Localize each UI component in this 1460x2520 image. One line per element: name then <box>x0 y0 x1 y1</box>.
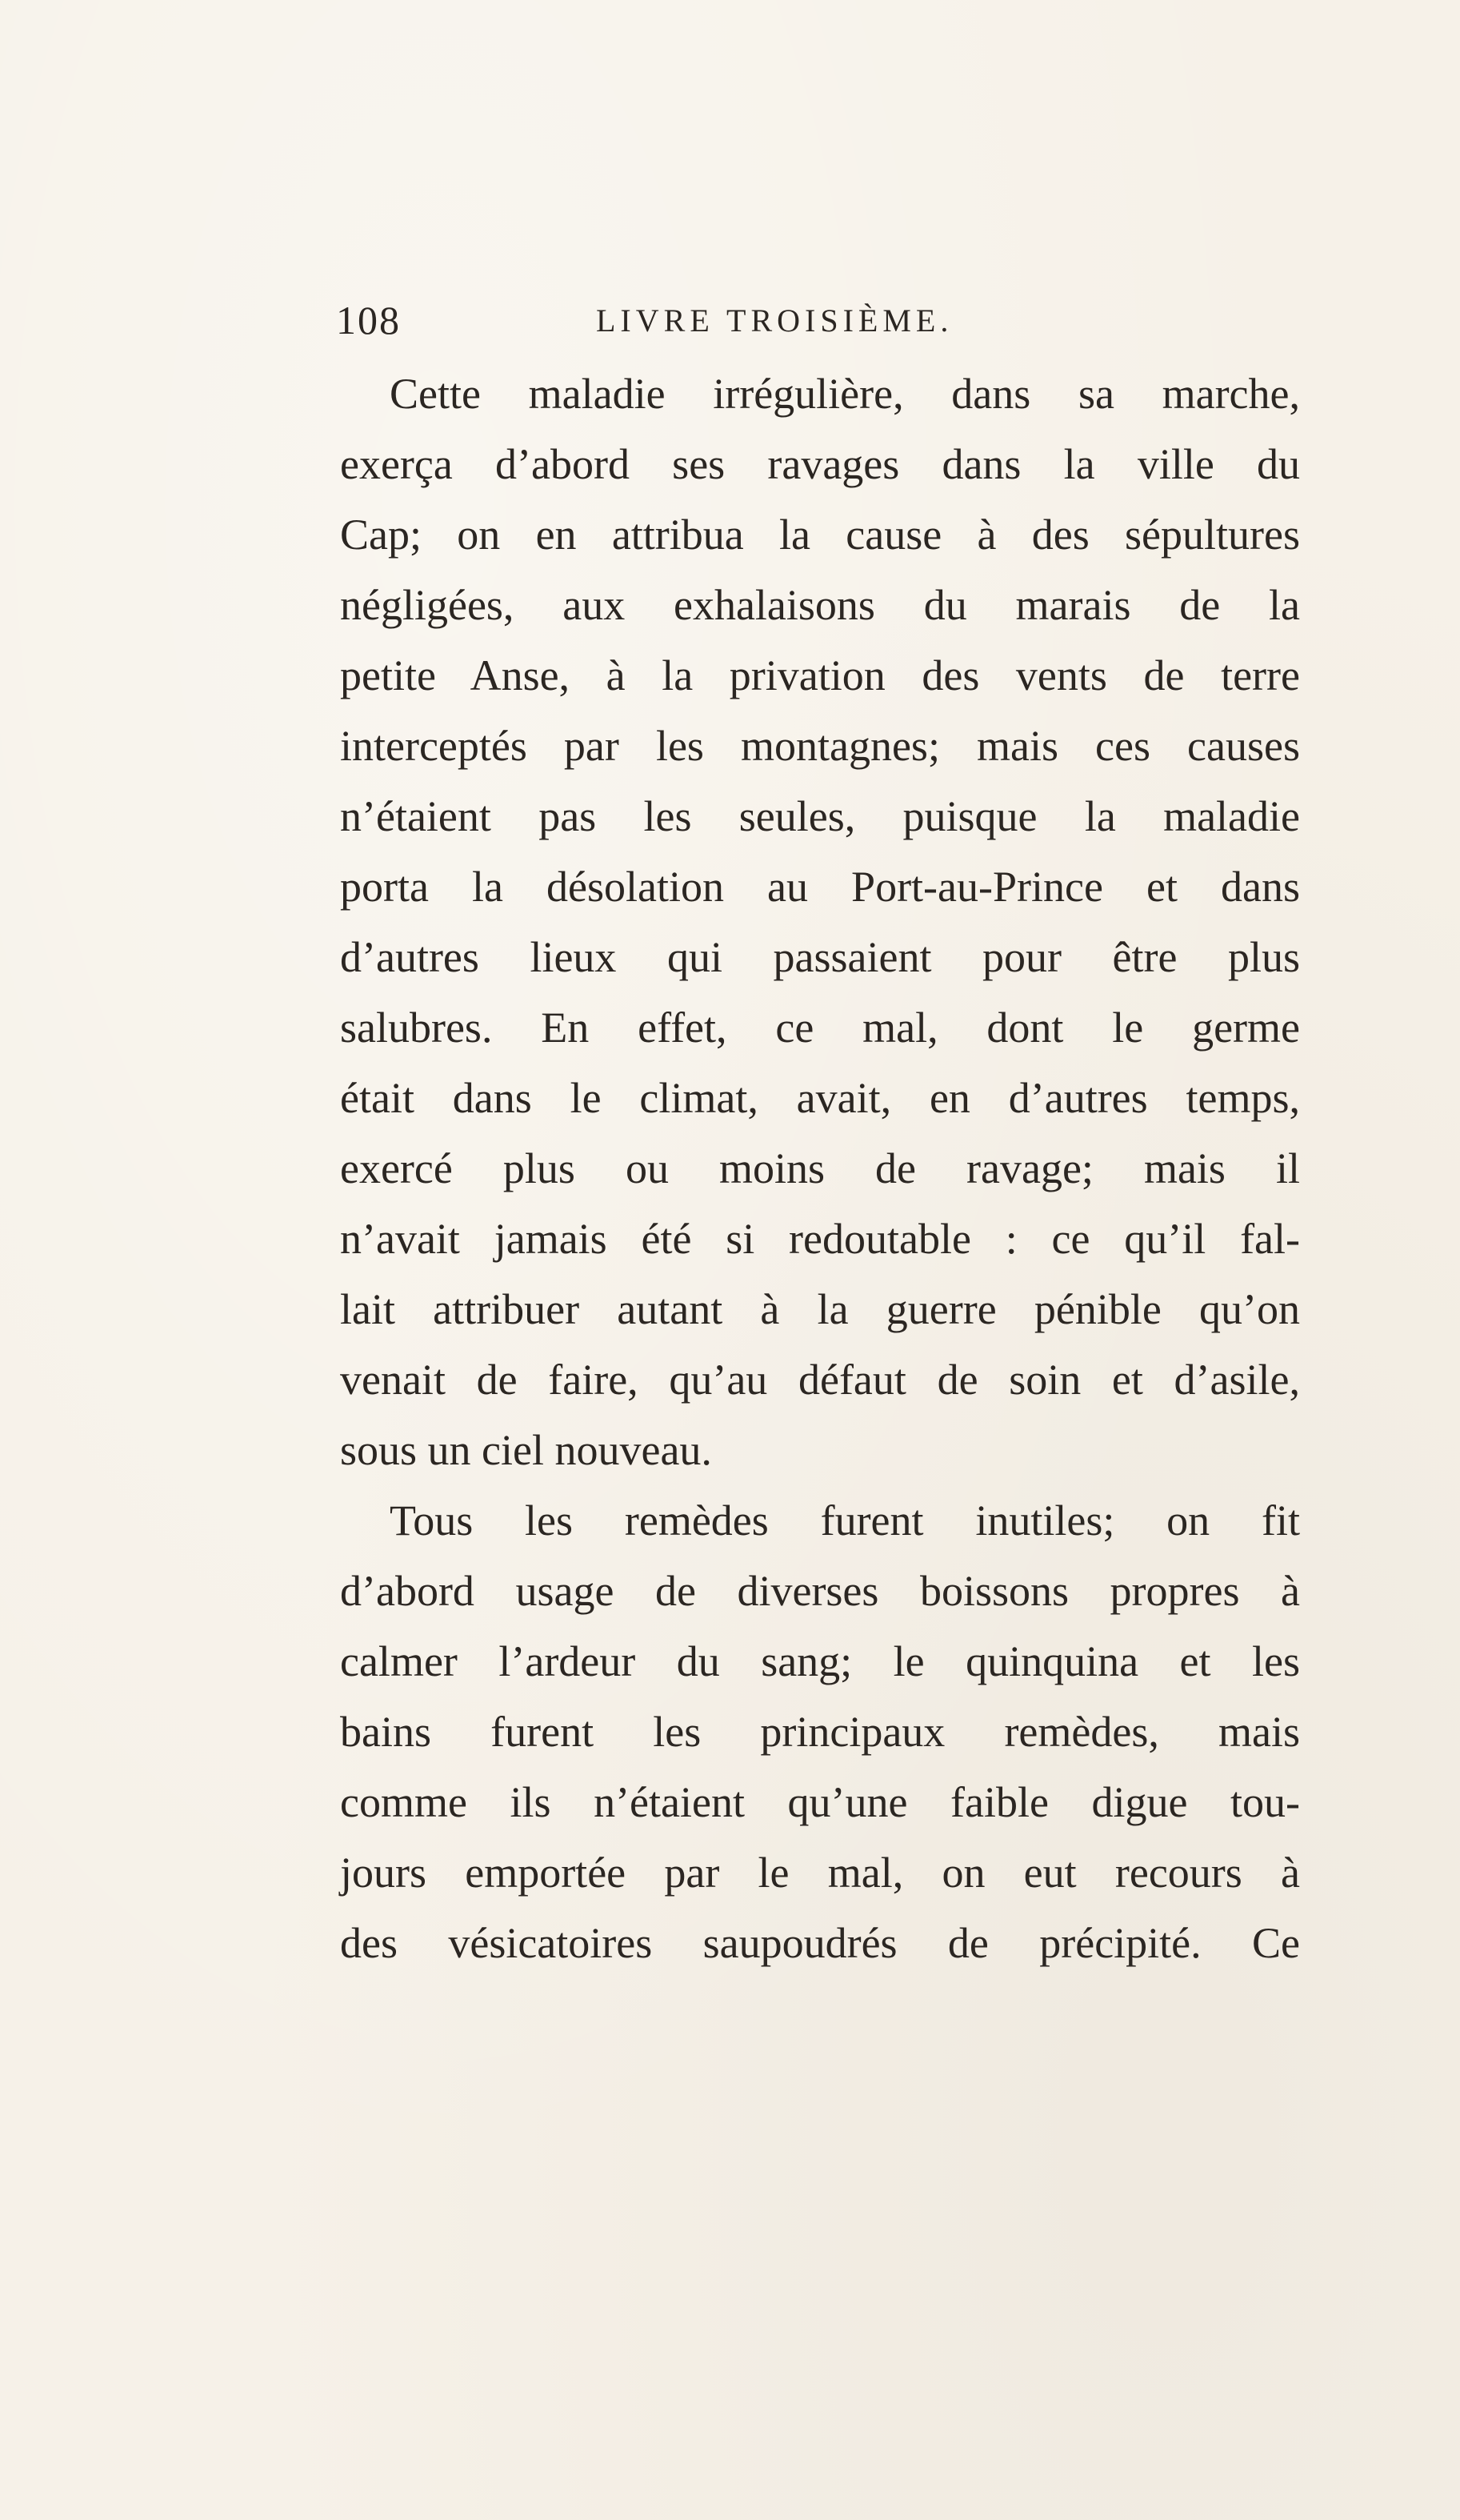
text-line: calmer l’ardeur du sang; le quinquina et les <box>340 1637 1300 1685</box>
paragraph <box>340 359 1300 1485</box>
text-line: jours emportée par le mal, on eut recours à <box>340 1849 1300 1897</box>
text-line: n’étaient pas les seules, puisque la maladie <box>340 792 1300 840</box>
page-number: 108 <box>336 298 401 343</box>
text-line: négligées, aux exhalaisons du marais de la <box>340 581 1300 629</box>
page-header <box>336 296 1320 352</box>
body-text <box>340 359 1300 1978</box>
text-line: sous un ciel nouveau. <box>340 1426 712 1474</box>
text-line: exercé plus ou moins de ravage; mais il <box>340 1144 1300 1192</box>
text-line: Cap; on en attribua la cause à des sépultures <box>340 511 1300 559</box>
text-line: bains furent les principaux remèdes, mais <box>340 1708 1300 1756</box>
paragraph <box>340 1485 1300 1978</box>
text-line: porta la désolation au Port-au-Prince et dans <box>340 863 1300 911</box>
text-line: venait de faire, qu’au défaut de soin et d’asile, <box>340 1356 1300 1404</box>
text-line: petite Anse, à la privation des vents de terre <box>340 651 1300 699</box>
text-line: était dans le climat, avait, en d’autres temps, <box>340 1074 1300 1122</box>
text-line: des vésicatoires saupoudrés de précipité. Ce <box>340 1919 1300 1967</box>
running-head: LIVRE TROISIÈME. <box>596 302 954 339</box>
text-line: lait attribuer autant à la guerre pénible qu’on <box>340 1285 1300 1333</box>
text-line: d’abord usage de diverses boissons propres à <box>340 1567 1300 1615</box>
text-line: interceptés par les montagnes; mais ces causes <box>340 722 1300 770</box>
text-line: Cette maladie irrégulière, dans sa marche, <box>390 370 1300 418</box>
text-line: Tous les remèdes furent inutiles; on fit <box>390 1496 1300 1544</box>
text-line: comme ils n’étaient qu’une faible digue tou- <box>340 1778 1300 1826</box>
text-line: salubres. En effet, ce mal, dont le germe <box>340 1004 1300 1052</box>
text-line: d’autres lieux qui passaient pour être plus <box>340 933 1300 981</box>
text-line: exerça d’abord ses ravages dans la ville du <box>340 440 1300 488</box>
text-line: n’avait jamais été si redoutable : ce qu’il fal- <box>340 1215 1300 1263</box>
